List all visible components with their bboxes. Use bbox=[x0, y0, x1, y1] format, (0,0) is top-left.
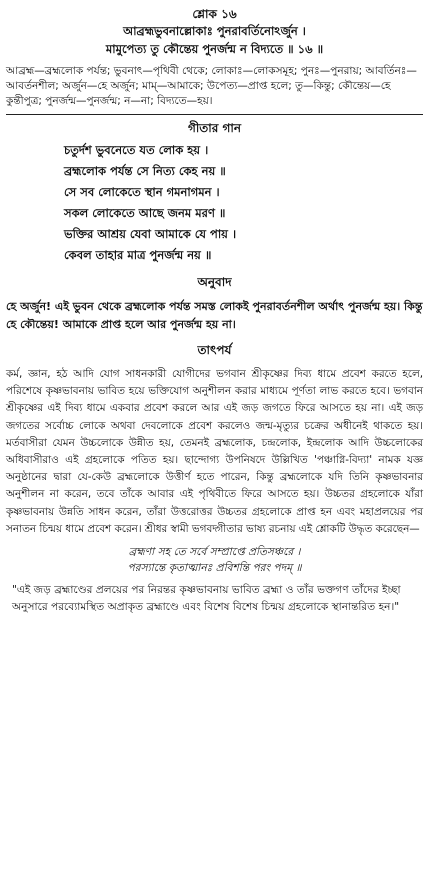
song-line: কেবল তাহার মাত্র পুনর্জন্ম নয় ॥ bbox=[64, 248, 212, 262]
song-line: ভক্তির আশ্রয় যেবা আমাকে যে পায় । bbox=[64, 227, 237, 241]
song-line: সকল লোকেতে আছে জনম মরণ ॥ bbox=[64, 206, 226, 220]
quote-line-2: পরস্যান্তে কৃতাত্মানঃ প্রবিশন্তি পরং পদম্ ॥ bbox=[127, 562, 302, 575]
verse-line-1: আব্রহ্মভুবনাল্লোকাঃ পুনরাবর্তিনোঽর্জুন । bbox=[123, 24, 306, 38]
song-line: সে সব লোকেতে স্থান গমনাগমন । bbox=[64, 185, 220, 199]
song-title: গীতার গান bbox=[187, 121, 242, 135]
quote-line-1: ব্রহ্মণা সহ তে সর্বে সম্প্রাপ্তে প্রতিসঞ্চরে । bbox=[128, 546, 301, 559]
divider-rule bbox=[6, 114, 423, 115]
sanskrit-quote bbox=[6, 544, 423, 576]
song-line: চতুর্দশ ভুবনেতে যত লোক হয় । bbox=[64, 143, 209, 157]
song-block bbox=[6, 140, 423, 266]
verse-title: শ্লোক ১৬ bbox=[192, 7, 237, 21]
translation-title: অনুবাদ bbox=[197, 275, 232, 289]
song-line: ব্রহ্মলোক পর্যন্ত সে নিত্য কেহ নয় ॥ bbox=[64, 164, 226, 178]
purport-title: তাৎপর্য bbox=[197, 343, 232, 357]
word-synonyms: আব্রহ্ম—ব্রহ্মলোক পর্যন্ত; ভুবনাৎ—পৃথিবী থেকে; লোকাঃ—লোকসমূহ; পুনঃ—পুনরায়; আবর্তিনঃ—আবর্তনশীল; অর্জুন—হে অর্জুন; মাম্—আমাকে; উপেত্য—প্রাপ্ত হলে; তু—কিন্তু; কৌন্তেয়—হে কুন্তীপুত্র; পুনর্জন্ম—পুনর্জন্ম; ন—না; বিদ্যতে—হয়। bbox=[6, 65, 417, 107]
purport-text: কর্ম, জ্ঞান, হঠ আদি যোগ সাধনকারী যোগীদের ভগবান শ্রীকৃষ্ণের দিব্য ধামে প্রবেশ করতে হলে, পরিশেষে কৃষ্ণভাবনায় ভাবিত হয়ে ভক্তিযোগ অনুশীলন করার মাধ্যমে পূর্ণতা লাভ করতে হবে। ভগবান শ্রীকৃষ্ণের এই দিব্য ধামে একবার প্রবেশ করলে আর এই জড় জগতে ফিরে আসতে হয় না। এই জড় জগতের সর্বোচ্চ লোকে অথবা দেবলোকে প্রবেশ করলেও জন্ম-মৃত্যুর চক্রের অধীনেই থাকতে হয়। মর্তবাসীরা যেমন উচ্চলোকে উন্নীত হয়, তেমনই ব্রহ্মলোক, চন্দ্রলোক, ইন্দ্রলোক আদি উচ্চলোকের অধিবাসীরাও এই গ্রহলোকে পতিত হয়। ছান্দোগ্য উপনিষদে উল্লিখিত 'পঞ্চাগ্নি-বিদ্যা' নামক যজ্ঞ অনুষ্ঠানের দ্বারা যে-কেউ ব্রহ্মলোকে উত্তীর্ণ হতে পারেন, কিন্তু ব্রহ্মলোকে যদি তিনি কৃষ্ণভাবনার অনুশীলন না করেন, তবে তাঁকে আবার এই পৃথিবীতে ফিরে আসতে হয়। উচ্চতর গ্রহলোকে যাঁরা কৃষ্ণভাবনায় উন্নতি সাধন করেন, তাঁরা উত্তরোত্তর উচ্চতর গ্রহলোকে প্রাপ্ত হন এবং মহাপ্রলয়ের পর সনাতন চিন্ময় ধামে প্রবেশ করেন। শ্রীধর স্বামী ভগবদ্গীতার ভাষ্য রচনায় এই শ্লোকটি উদ্ধৃত করেছেন— bbox=[6, 368, 423, 535]
verse-line-2: মামুপেত্য তু কৌন্তেয় পুনর্জন্ম ন বিদ্যতে ॥ ১৬ ॥ bbox=[105, 42, 324, 56]
translation-text: হে অর্জুন! এই ভুবন থেকে ব্রহ্মলোক পর্যন্ত সমস্ত লোকই পুনরাবর্তনশীল অর্থাৎ পুনর্জন্ম হয়। কিন্তু হে কৌন্তেয়! আমাকে প্রাপ্ত হলে আর পুনর্জন্ম হয় না। bbox=[6, 300, 423, 331]
quote-translation: "এই জড় ব্রহ্মাণ্ডের প্রলয়ের পর নিরন্তর কৃষ্ণভাবনায় ভাবিত ব্রহ্মা ও তাঁর ভক্তগণ তাঁদের ইচ্ছা অনুসারে পরব্যোমস্থিত অপ্রাকৃত ব্রহ্মাণ্ডে এবং বিশেষ বিশেষ চিন্ময় গ্রহলোকে স্থানান্তরিত হন।" bbox=[12, 584, 401, 614]
